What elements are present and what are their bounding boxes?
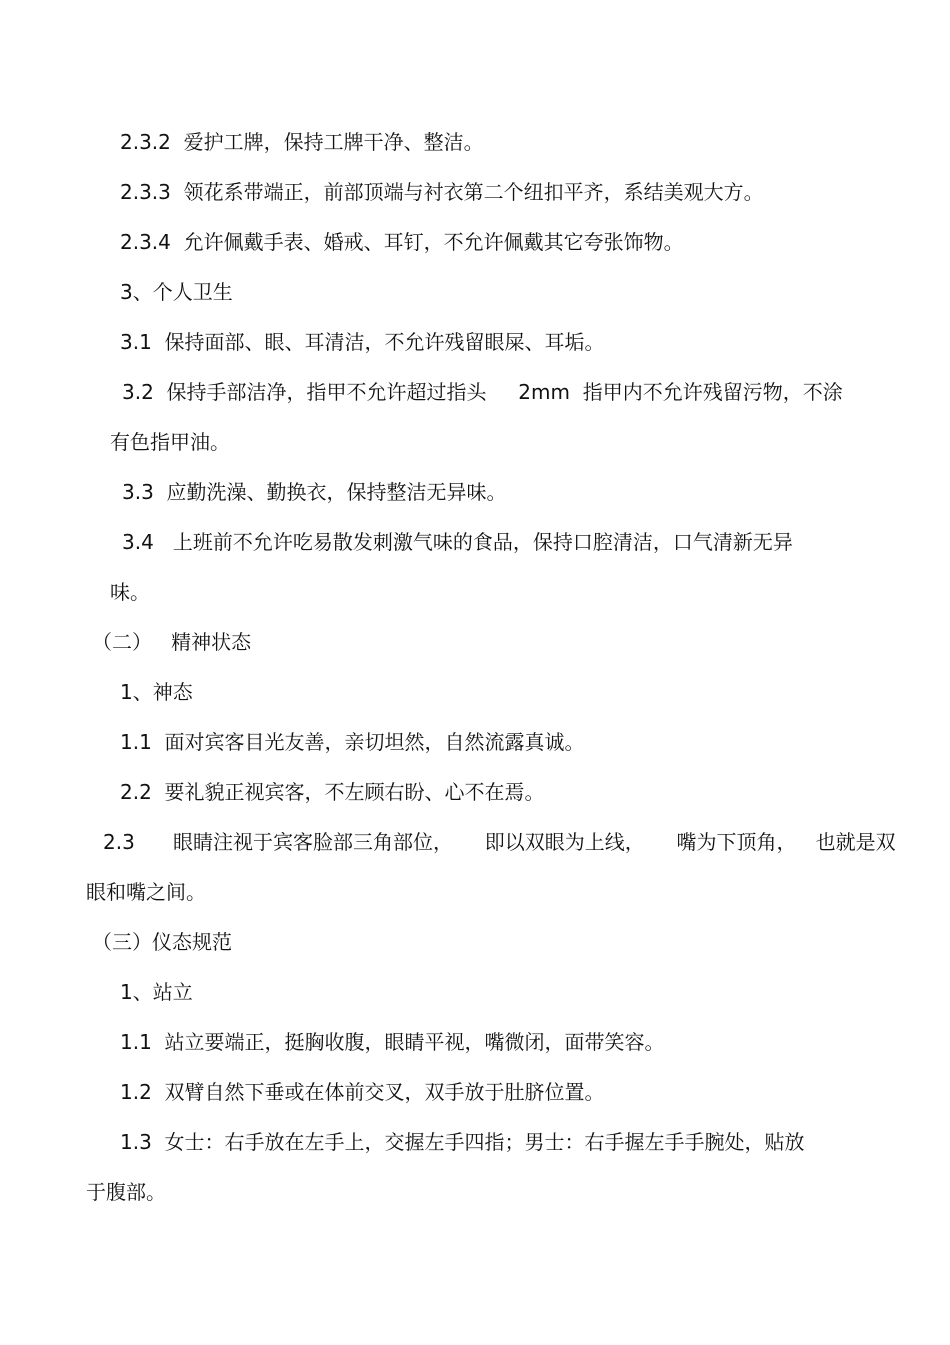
text-line-3-4-continuation: 味。: [110, 580, 150, 604]
text-line-2-3-3: 2.3.3 领花系带端正，前部顶端与衬衣第二个纽扣平齐，系结美观大方。: [120, 180, 764, 204]
text-line-1-3-continuation: 于腹部。: [86, 1180, 166, 1204]
text-line-2-2: 2.2 要礼貌正视宾客，不左顾右盼、心不在焉。: [120, 780, 545, 804]
text-line-3-2-continuation: 有色指甲油。: [110, 430, 230, 454]
text-line-1-1-demeanor: 1.1 面对宾客目光友善，亲切坦然，自然流露真诚。: [120, 730, 585, 754]
text-line-3-1: 3.1 保持面部、眼、耳清洁，不允许残留眼屎、耳垢。: [120, 330, 605, 354]
section-heading-posture: （三）仪态规范: [92, 930, 232, 954]
section-heading-mental-state: （二） 精神状态: [92, 630, 252, 654]
text-line-2-3-4: 2.3.4 允许佩戴手表、婚戒、耳钉，不允许佩戴其它夸张饰物。: [120, 230, 684, 254]
text-line-1-1-standing: 1.1 站立要端正，挺胸收腹，眼睛平视，嘴微闭，面带笑容。: [120, 1030, 665, 1054]
subsection-heading-standing: 1、站立: [120, 980, 193, 1004]
text-line-3-2: 3.2 保持手部洁净，指甲不允许超过指头 2mm 指甲内不允许残留污物，不涂: [122, 380, 843, 404]
text-line-3-4: 3.4 上班前不允许吃易散发刺激气味的食品，保持口腔清洁，口气清新无异: [122, 530, 793, 554]
text-line-2-3-continuation: 眼和嘴之间。: [86, 880, 206, 904]
text-line-1-3: 1.3 女士：右手放在左手上，交握左手四指；男士：右手握左手手腕处，贴放: [120, 1130, 805, 1154]
text-line-1-2: 1.2 双臂自然下垂或在体前交叉，双手放于肚脐位置。: [120, 1080, 605, 1104]
text-line-2-3: 2.3 眼睛注视于宾客脸部三角部位， 即以双眼为上线， 嘴为下顶角， 也就是双: [103, 830, 896, 854]
subsection-heading-demeanor: 1、神态: [120, 680, 193, 704]
text-line-2-3-2: 2.3.2 爱护工牌，保持工牌干净、整洁。: [120, 130, 484, 154]
text-line-3-3: 3.3 应勤洗澡、勤换衣，保持整洁无异味。: [122, 480, 507, 504]
section-heading-personal-hygiene: 3、个人卫生: [120, 280, 233, 304]
